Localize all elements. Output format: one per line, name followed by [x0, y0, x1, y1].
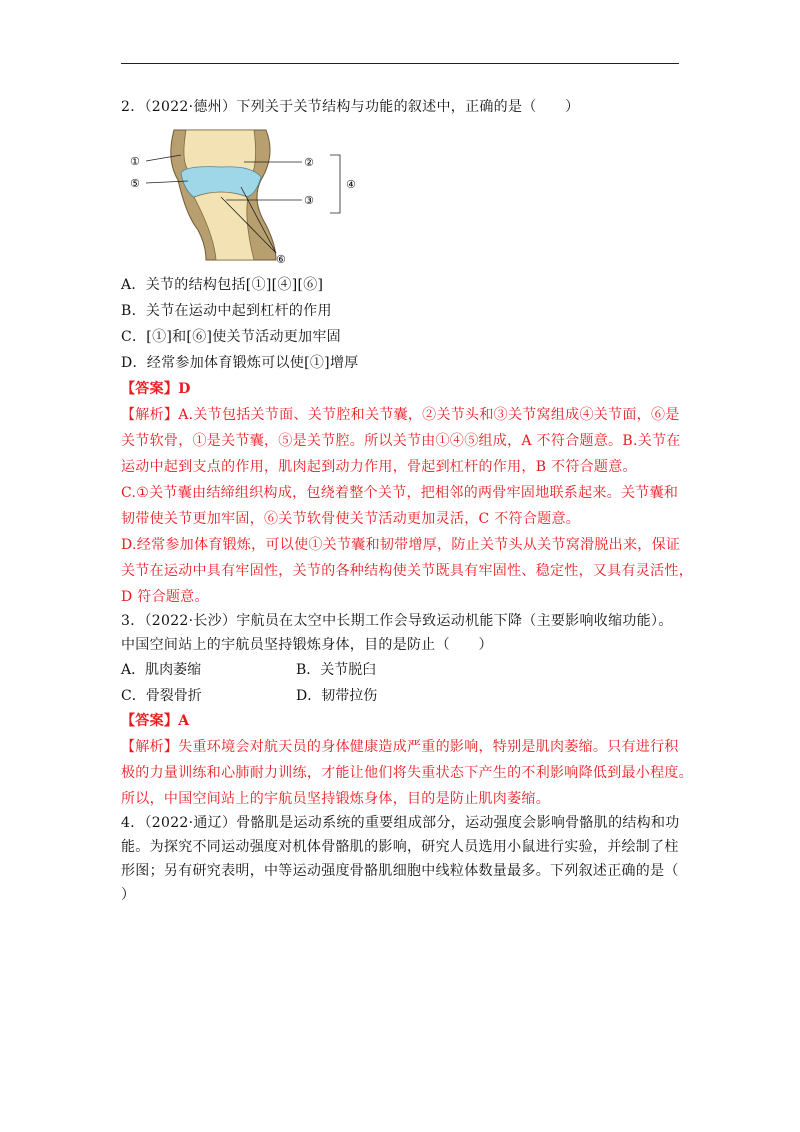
q2-analysis-line: D.经常参加体育锻炼，可以使①关节囊和韧带增厚，防止关节头从关节窝滑脱出来，保证 — [121, 537, 681, 553]
q3-option-d: D．韧带拉伤 — [296, 688, 378, 704]
q4-stem-line: ） — [121, 887, 136, 903]
q2-analysis-line: D 符合题意。 — [121, 589, 209, 605]
label-6: ⑥ — [276, 253, 286, 265]
q2-option-a: A．关节的结构包括[①][④][⑥] — [121, 277, 324, 293]
q3-stem-line: 中国空间站上的宇航员坚持锻炼身体，目的是防止（ ） — [121, 637, 493, 653]
label-4: ④ — [346, 178, 356, 191]
label-3: ③ — [304, 194, 314, 207]
q3-option-a: A．肌肉萎缩 — [121, 662, 202, 678]
label-2: ② — [304, 156, 314, 169]
q4-stem-line: 能。为探究不同运动强度对机体骨骼肌的影响，研究人员选用小鼠进行实验，并绘制了柱 — [121, 839, 679, 855]
q2-option-c: C．[①]和[⑥]使关节活动更加牢固 — [121, 329, 341, 345]
q2-option-b: B．关节在运动中起到杠杆的作用 — [121, 303, 332, 319]
q3-option-c: C．骨裂骨折 — [121, 688, 202, 704]
q3-analysis-line: 所以，中国空间站上的宇航员坚持锻炼身体，目的是防止肌肉萎缩。 — [121, 791, 550, 807]
q2-analysis-line: 韧带使关节更加牢固，⑥关节软骨使关节活动更加灵活，C 不符合题意。 — [121, 511, 581, 527]
q3-stem-line: 3．（2022·长沙）宇航员在太空中长期工作会导致运动机能下降（主要影响收缩功能）。 — [121, 613, 673, 629]
header-rule — [121, 63, 679, 64]
q2-analysis-line: 关节在运动中具有牢固性，关节的各种结构使关节既具有牢固性、稳定性，又具有灵活性， — [121, 563, 693, 579]
q3-analysis-line: 极的力量训练和心肺耐力训练，才能让他们将失重状态下产生的不利影响降低到最小程度。 — [121, 765, 693, 781]
q4-stem-line: 形图；另有研究表明，中等运动强度骨骼肌细胞中线粒体数量最多。下列叙述正确的是（ — [121, 863, 679, 879]
q3-option-b: B．关节脱臼 — [296, 662, 377, 678]
q2-stem: 2．（2022·德州）下列关于关节结构与功能的叙述中，正确的是（ ） — [121, 99, 580, 115]
label-5: ⑤ — [130, 177, 140, 190]
joint-diagram — [126, 125, 376, 265]
q2-option-d: D．经常参加体育锻炼可以使[①]增厚 — [121, 355, 359, 371]
q2-analysis-line: 关节软骨，①是关节囊，⑤是关节腔。所以关节由①④⑤组成，A 不符合题意。B.关节在 — [121, 433, 681, 449]
q3-analysis-line: 【解析】失重环境会对航天员的身体健康造成严重的影响，特别是肌肉萎缩。只有进行积 — [121, 739, 679, 755]
label-1: ① — [130, 155, 140, 168]
q2-analysis-line: 【解析】A.关节包括关节面、关节腔和关节囊，②关节头和③关节窝组成④关节面，⑥是 — [121, 407, 680, 423]
q2-analysis-line: C.①关节囊由结缔组织构成，包绕着整个关节，把相邻的两骨牢固地联系起来。关节囊和 — [121, 485, 679, 501]
q4-stem-line: 4．（2022·通辽）骨骼肌是运动系统的重要组成部分，运动强度会影响骨骼肌的结构和功 — [121, 815, 680, 831]
q2-analysis-line: 运动中起到支点的作用，肌肉起到动力作用，骨起到杠杆的作用，B 不符合题意。 — [121, 459, 637, 475]
q3-answer: 【答案】A — [121, 713, 190, 729]
q2-answer: 【答案】D — [121, 381, 191, 397]
